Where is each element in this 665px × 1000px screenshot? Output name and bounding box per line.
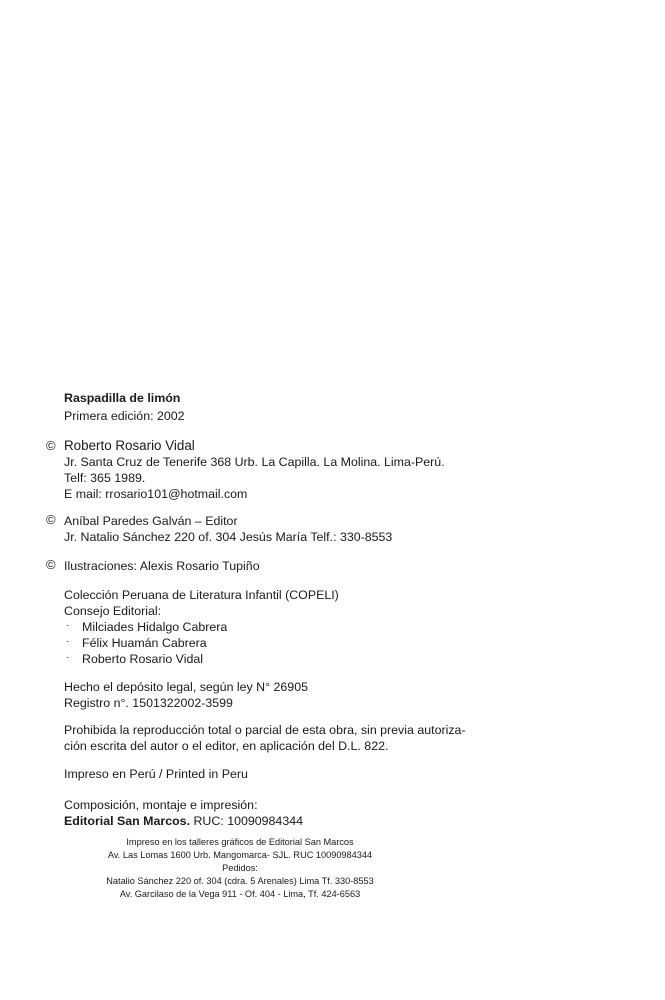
author-address: Jr. Santa Cruz de Tenerife 368 Urb. La Capilla. La Molina. Lima-Perú. [64, 455, 445, 469]
printer-info-line-2: Av. Las Lomas 1600 Urb. Mangomarca- SJL. RUC 10090984344 [107, 850, 373, 860]
author-phone: Telf: 365 1989. [64, 471, 146, 485]
copyright-symbol-illustrations: © [46, 557, 56, 572]
edition: Primera edición: 2002 [64, 409, 185, 423]
bullet-3: · [66, 652, 70, 663]
editor-address: Jr. Natalio Sánchez 220 of. 304 Jesús María Telf.: 330-8553 [64, 530, 393, 544]
printer-info-line-1: Impreso en los talleres gráficos de Editorial San Marcos [126, 837, 354, 847]
editor-name: Aníbal Paredes Galván – Editor [64, 514, 238, 528]
publisher-name: Editorial San Marcos. [64, 814, 191, 828]
printed-block [64, 766, 624, 782]
legal-registry: Registro n°. 1501322002-3599 [64, 696, 233, 710]
legal-deposit: Hecho el depósito legal, según ley N° 26905 [64, 680, 308, 694]
copyright-symbol-author: © [46, 438, 56, 453]
author-email: E mail: rrosario101@hotmail.com [64, 487, 248, 501]
prohibition-line-1: Prohibida la reproducción total o parcial de esta obra, sin previa autoriza- [64, 723, 466, 737]
printer-info-line-5: Av. Garcilaso de la Vega 911 - Of. 404 - Lima, Tf. 424-6563 [119, 889, 361, 899]
collection-block [64, 587, 624, 667]
collection-name: Colección Peruana de Literatura Infantil (COPELI) [64, 588, 339, 602]
printer-info-line-4: Natalio Sánchez 220 of. 304 (cdra. 5 Arenales) Lima Tf. 330-8553 [106, 876, 374, 886]
composition-block [64, 797, 624, 829]
copyright-symbol-editor: © [46, 512, 56, 527]
publisher-ruc: RUC: 10090984344 [190, 814, 303, 828]
prohibition-line-2: ción escrita del autor o el editor, en aplicación del D.L. 822. [64, 739, 389, 753]
author-name: Roberto Rosario Vidal [64, 438, 195, 453]
editor-block [64, 513, 624, 545]
council-label: Consejo Editorial: [64, 604, 162, 618]
legal-block [64, 679, 624, 711]
printer-info [60, 836, 420, 901]
composition-label: Composición, montaje e impresión: [64, 798, 258, 812]
printer-info-line-3: Pedidos: [222, 863, 258, 873]
title-block [64, 390, 624, 424]
council-member-1: Milciades Hidalgo Cabrera [82, 620, 228, 634]
illustrations: Ilustraciones: Alexis Rosario Tupiño [64, 559, 260, 573]
council-member-2: Félix Huamán Cabrera [82, 636, 207, 650]
publisher-line [64, 813, 624, 829]
author-block [64, 438, 624, 502]
prohibition-block [64, 722, 624, 754]
printed-in: Impreso en Perú / Printed in Peru [64, 767, 248, 781]
council-member-3: Roberto Rosario Vidal [82, 652, 203, 666]
illustrations-block [64, 558, 624, 574]
bullet-1: · [66, 620, 70, 631]
bullet-2: · [66, 636, 70, 647]
book-title: Raspadilla de limón [64, 391, 181, 405]
